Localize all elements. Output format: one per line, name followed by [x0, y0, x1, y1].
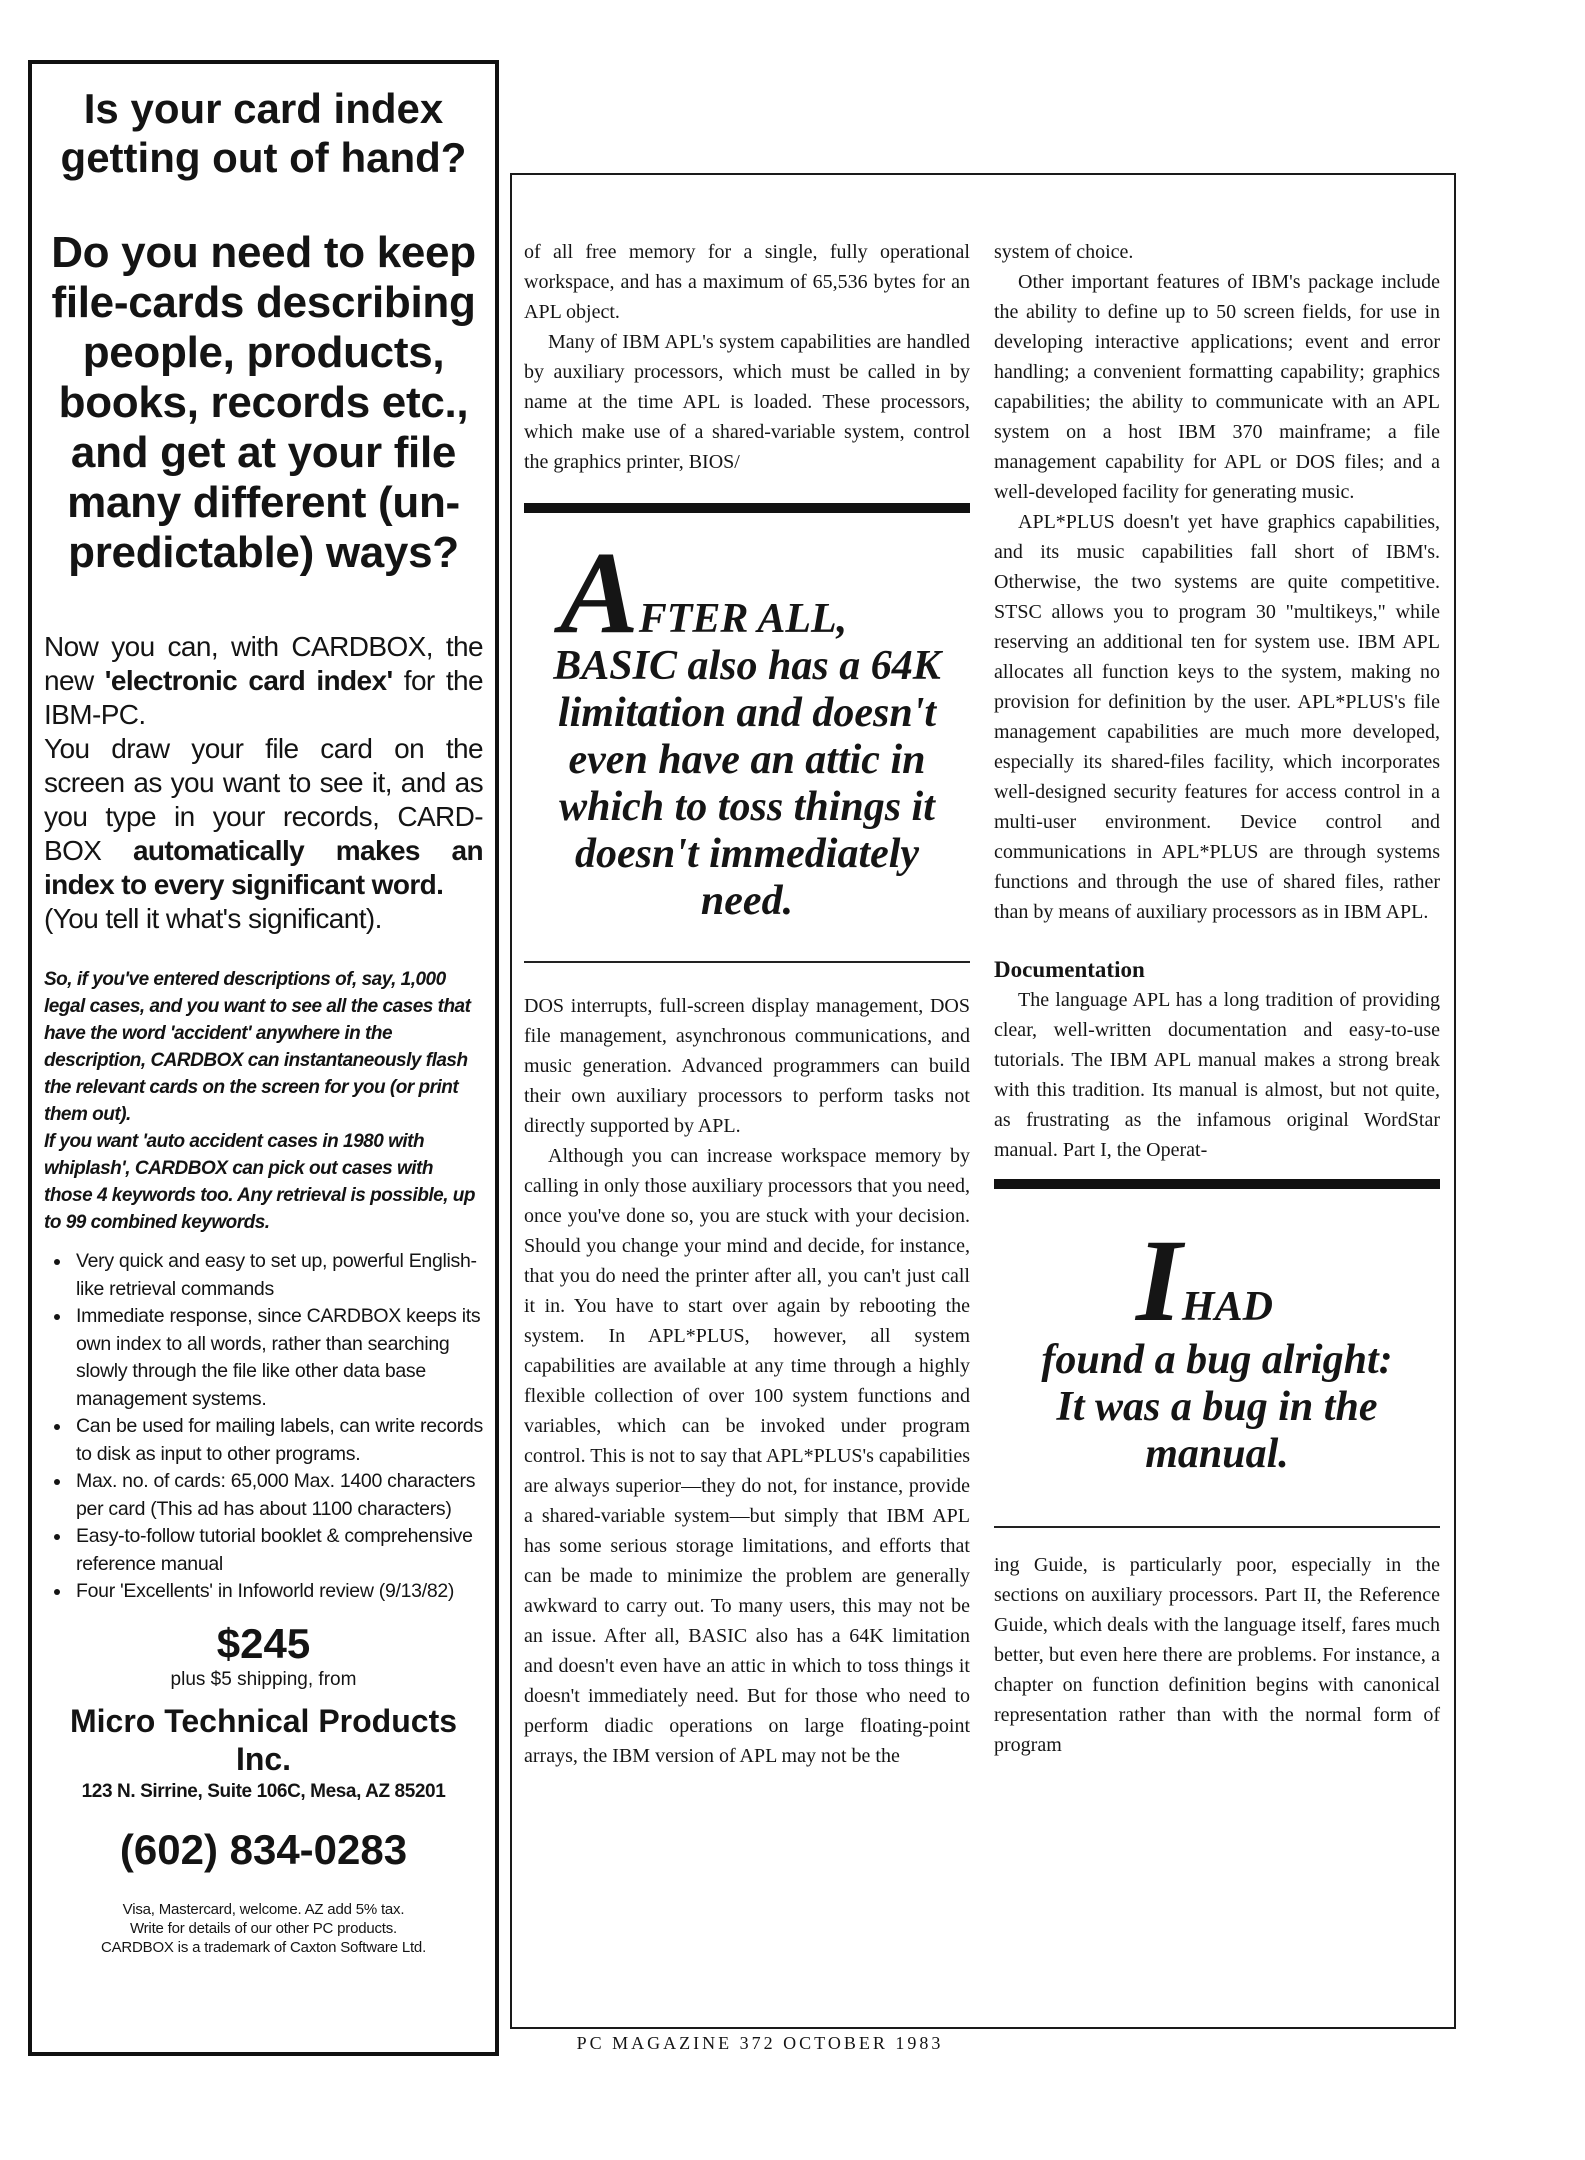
ad-price: $245: [216, 1619, 311, 1667]
pull-quote-after-all: [524, 503, 970, 963]
page-footer: PC MAGAZINE 372 OCTOBER 1983: [576, 2033, 944, 2053]
list-item: • Easy-to-follow tutorial booklet & comprehensive reference manual: [72, 1523, 483, 1578]
ad-headline-subquestion: Do you need to keep file-cards describing people, products, books, records etc., and get at your file many different (un-predictable) ways?: [51, 228, 476, 577]
paragraph: system of choice.: [994, 241, 1134, 263]
list-item: • Max. no. of cards: 65,000 Max. 1400 characters per card (This ad has about 1100 characters): [72, 1468, 483, 1523]
pull-quote-text: BASIC also has a 64K limitation and doesn't even have an attic in which to toss things it doesn't immediately need.: [553, 643, 941, 924]
ad-headline-question: Is your card index getting out of hand?: [60, 85, 467, 181]
paragraph: Many of IBM APL's system capabilities are handled by auxiliary processors, which must be called in by name at the time APL is loaded. These processors, which make use of a shared-variable system, control the graphics printer, BIOS/: [524, 331, 970, 473]
article-column-1: [524, 237, 970, 1771]
paragraph: ing Guide, is particularly poor, especially in the sections on auxiliary processors. Part II, the Reference Guide, which deals with the language itself, fares much better, but even here there are problems. For instance, a chapter on function definition begins with canonical representation rather than with the normal form of program: [994, 1554, 1440, 1756]
ad-phone: (602) 834-0283: [119, 1825, 408, 1873]
paragraph: The language APL has a long tradition of providing clear, well-written documentation and easy-to-use tutorials. The IBM APL manual makes a strong break with this tradition. Its manual is almost, but not quite, as frustrating as the infamous original WordStar manual. Part I, the Operat-: [994, 989, 1440, 1161]
article-column-2: [994, 237, 1440, 1760]
cardbox-advertisement: [28, 60, 499, 2056]
ad-example-1: So, if you've entered descriptions of, say, 1,000 legal cases, and you want to see all the cases that have the word 'accident' anywhere in the description, CARDBOX can instantaneously flash the relevant cards on the screen for you (or print them out).: [44, 969, 471, 1125]
section-heading-documentation: Documentation: [994, 957, 1145, 982]
ad-example-text: [44, 966, 483, 1236]
pull-quote-text: found a bug alright: It was a bug in the manual.: [1041, 1337, 1393, 1477]
paragraph: APL*PLUS doesn't yet have graphics capabilities, and its music capabilities fall short of IBM's. Otherwise, the two systems are quite competitive. STSC allows you to program 30 "multikeys," while reserving an additional ten for system use. IBM APL allocates all function keys to the system, making no provision for definition by the user. APL*PLUS's file management capabilities are much more developed, especially its shared-files facility, which incorporates well-designed security features for access control in a multi-user environment. Device control and communications in APL*PLUS are through systems functions and through the use of shared files, rather than by means of auxiliary processors as in IBM APL.: [994, 511, 1440, 923]
list-item: • Can be used for mailing labels, can write records to disk as input to other programs.: [72, 1413, 483, 1468]
pull-quote-top-bar: [994, 1179, 1440, 1189]
pull-quote-i-had: [994, 1179, 1440, 1528]
paragraph: DOS interrupts, full-screen display management, DOS file management, asynchronous communications, and music generation. Advanced programmers can build their own auxiliary processors to perform tasks not directly supported by APL.: [524, 995, 970, 1137]
paragraph: Other important features of IBM's package include the ability to define up to 50 screen fields, for use in developing interactive applications; event and error handling; a convenient formatting capability; graphics capabilities; the ability to communicate with an APL system on a host IBM 370 mainframe; a file management capability for APL or DOS files; and a well-developed facility for generating music.: [994, 271, 1440, 503]
pull-quote-initial: I: [1136, 1215, 1182, 1346]
list-item: • Four 'Excellents' in Infoworld review (9/13/82): [72, 1578, 483, 1606]
ad-intro: Now you can, with CARDBOX, the new 'electronic card index' for the IBM-PC. You draw your file card on the screen as you want to see it, and as you type in your records, CARD-BOX automatically makes an index to every significant word. (You tell it what's significant).: [44, 631, 483, 934]
ad-company-name: Micro Technical Products Inc.: [69, 1702, 458, 1777]
pull-quote-initial: A: [560, 527, 639, 658]
ad-shipping: plus $5 shipping, from: [170, 1668, 357, 1690]
paragraph: Although you can increase workspace memory by calling in only those auxiliary processors that you need, once you've done so, you are stuck with your decision. Should you change your mind and decide, for instance, that you do need the printer after all, you can't just call it in. You have to start over again by rebooting the system. In APL*PLUS, however, all system capabilities are available at any time through a highly flexible collection of over 100 system functions and variables, which can be invoked under program control. This is not to say that APL*PLUS's capabilities are always superior—they do not, for instance, provide a shared-variable system—but simply that IBM APL has some serious storage limitations, and efforts that can be made to minimize the problem are generally awkward to carry out. To many users, this may not be an issue. After all, BASIC also has a 64K limitation and doesn't even have an attic in which to toss things it doesn't immediately need. But for those who need to perform diadic operations on large floating-point arrays, the IBM version of APL may not be the: [524, 1145, 971, 1767]
list-item: • Very quick and easy to set up, powerful English-like retrieval commands: [72, 1248, 483, 1303]
pull-quote-bottom-rule: [994, 1526, 1440, 1528]
ad-feature-list: [44, 1248, 483, 1606]
ad-address: 123 N. Sirrine, Suite 106C, Mesa, AZ 85201: [81, 1780, 446, 1802]
list-item: • Immediate response, since CARDBOX keeps its own index to all words, rather than searching slowly through the file like other data base management systems.: [72, 1303, 483, 1413]
paragraph: of all free memory for a single, fully operational workspace, and has a maximum of 65,536 bytes for an APL object.: [524, 241, 970, 323]
pull-quote-top-bar: [524, 503, 970, 513]
pull-quote-caps: HAD: [1181, 1284, 1273, 1330]
ad-fine-print: Visa, Mastercard, welcome. AZ add 5% tax. Write for details of our other PC products. CARDBOX is a trademark of Caxton Software Ltd.: [100, 1900, 427, 1956]
article-box: [510, 173, 1456, 2029]
pull-quote-caps: FTER ALL,: [638, 596, 848, 642]
ad-example-2: If you want 'auto accident cases in 1980 with whiplash', CARDBOX can pick out cases with those 4 keywords too. Any retrieval is possible, up to 99 combined keywords.: [44, 1131, 475, 1233]
pull-quote-bottom-rule: [524, 961, 970, 963]
